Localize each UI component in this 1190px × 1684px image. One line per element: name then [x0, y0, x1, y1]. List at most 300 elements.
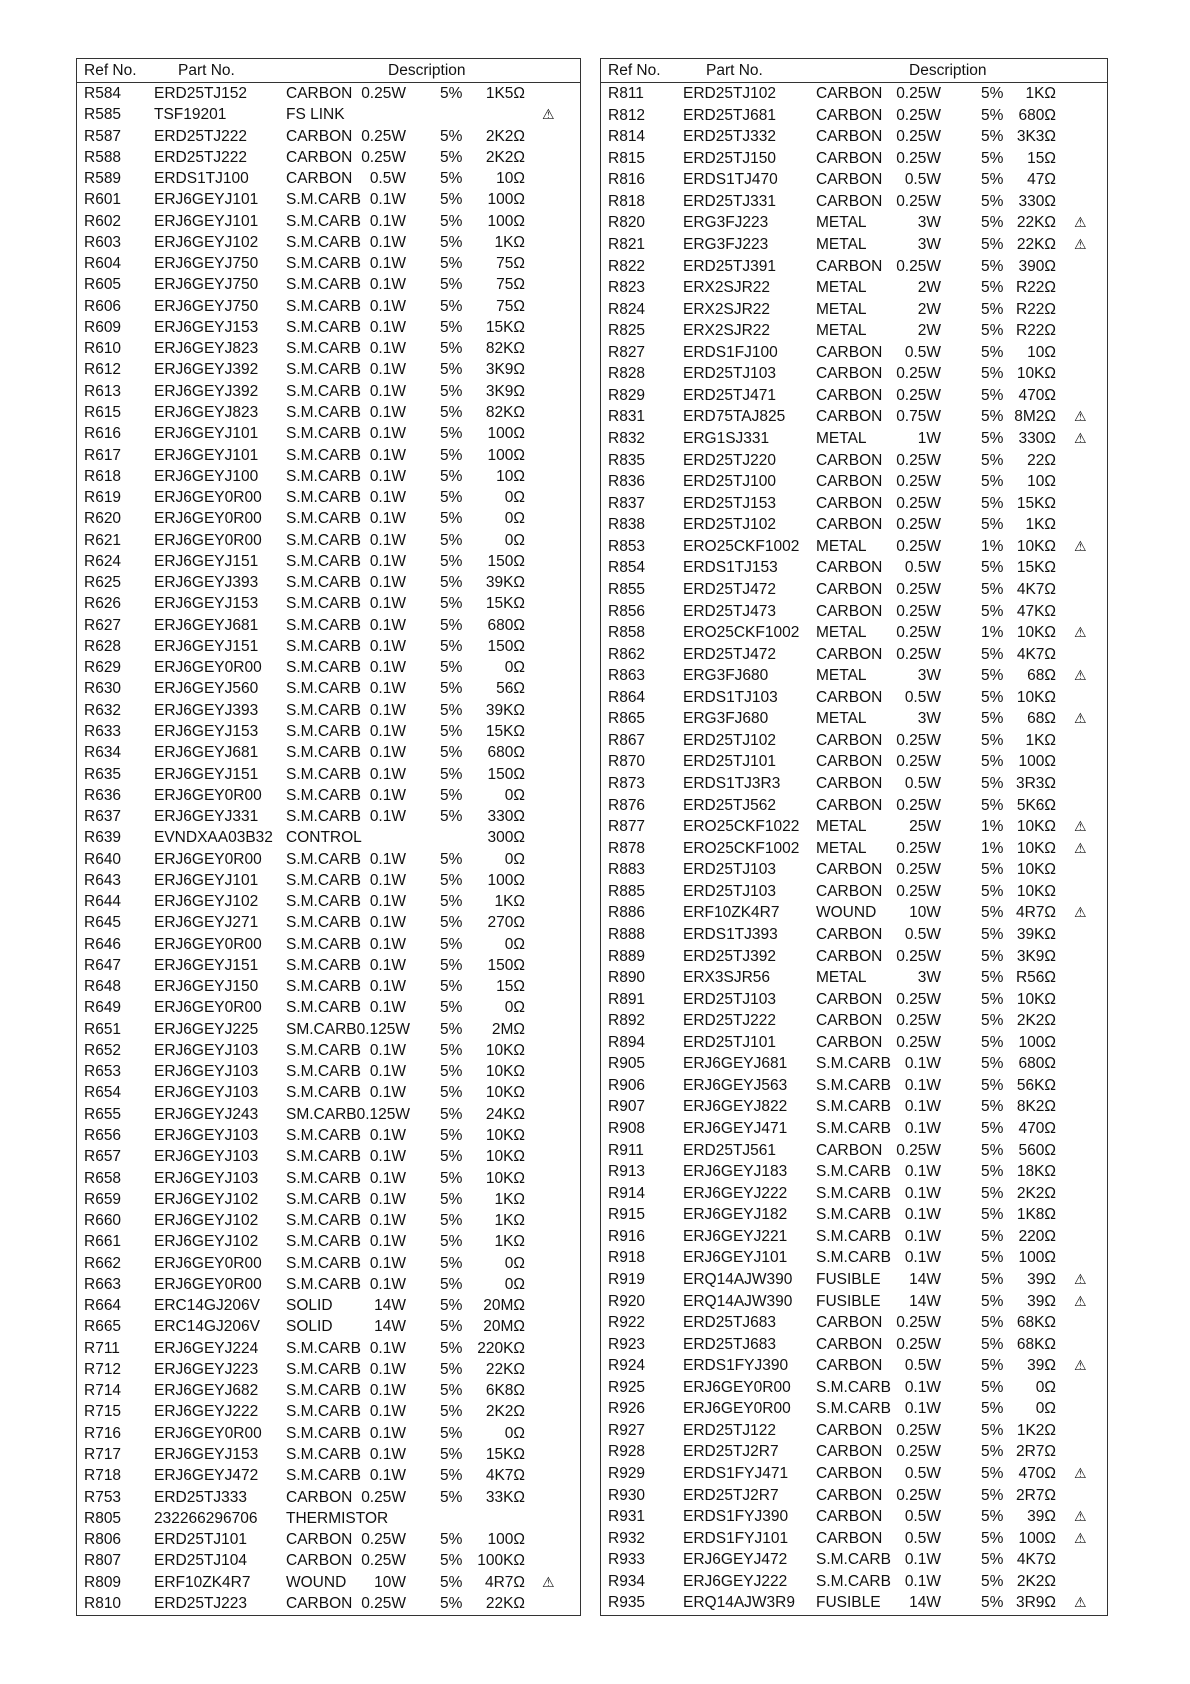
cell-tolerance: 5% — [440, 510, 463, 528]
cell-type: S.M.CARB — [286, 680, 361, 698]
cell-wattage: 0.25W — [896, 128, 941, 146]
cell-tolerance: 5% — [440, 1084, 463, 1102]
cell-tolerance: 5% — [440, 1360, 463, 1378]
cell-part-no: ERJ6GEYJ823 — [154, 340, 259, 358]
cell-ref: R654 — [84, 1084, 122, 1102]
cell-type: S.M.CARB — [816, 1076, 891, 1094]
cell-value: 100Ω — [487, 212, 525, 230]
cell-ref: R625 — [84, 574, 122, 592]
table-row — [601, 557, 1107, 579]
cell-tolerance: 5% — [440, 1041, 463, 1059]
cell-wattage: 0.25W — [896, 192, 941, 210]
cell-value: 39KΩ — [485, 574, 525, 592]
cell-part-no: ERD25TJ220 — [683, 451, 777, 469]
cell-part-no: ERJ6GEYJ100 — [154, 467, 259, 485]
cell-part-no: ERDS1TJ153 — [683, 559, 778, 577]
cell-wattage: 0.25W — [896, 1314, 941, 1332]
cell-wattage: 0.1W — [369, 382, 406, 400]
cell-value: 8K2Ω — [1016, 1098, 1056, 1116]
cell-tolerance: 5% — [981, 343, 1004, 361]
cell-type: S.M.CARB — [286, 1467, 361, 1485]
cell-part-no: ERJ6GEY0R00 — [154, 659, 262, 677]
cell-wattage: 0.1W — [369, 212, 406, 230]
safety-warning-icon: ⚠ — [1074, 1594, 1087, 1611]
cell-part-no: ERJ6GEYJ102 — [154, 1190, 259, 1208]
table-row — [77, 955, 580, 976]
cell-type: S.M.CARB — [286, 340, 361, 358]
cell-ref: R621 — [84, 531, 122, 549]
table-header — [601, 59, 1107, 83]
cell-tolerance: 5% — [981, 408, 1004, 426]
table-row — [77, 83, 580, 104]
cell-ref: R816 — [608, 171, 646, 189]
cell-wattage: 0.1W — [369, 1041, 406, 1059]
cell-part-no: ERJ6GEYJ560 — [154, 680, 259, 698]
cell-type: CARBON — [816, 386, 883, 404]
table-row — [601, 687, 1107, 709]
cell-tolerance: 5% — [440, 1467, 463, 1485]
cell-type: CARBON — [816, 731, 883, 749]
cell-ref: R753 — [84, 1488, 122, 1506]
cell-wattage: 0.25W — [896, 602, 941, 620]
cell-value: 10KΩ — [485, 1148, 525, 1166]
cell-type: S.M.CARB — [286, 956, 361, 974]
cell-wattage: 14W — [909, 1292, 941, 1310]
cell-wattage: 0.1W — [369, 361, 406, 379]
cell-value: 22KΩ — [1016, 235, 1056, 253]
cell-part-no: ERD25TJ102 — [683, 516, 777, 534]
cell-value: 100Ω — [1018, 1249, 1056, 1267]
table-row — [77, 1401, 580, 1422]
header-part: Part No. — [706, 62, 763, 79]
cell-value: 1KΩ — [494, 1190, 525, 1208]
cell-ref: R624 — [84, 552, 122, 570]
cell-ref: R870 — [608, 753, 646, 771]
cell-type: SM.CARB0.125W — [286, 1020, 411, 1038]
cell-wattage: 3W — [917, 667, 941, 685]
safety-warning-icon: ⚠ — [1074, 667, 1087, 684]
cell-tolerance: 5% — [440, 1531, 463, 1549]
table-row — [601, 234, 1107, 256]
cell-value: 10KΩ — [1016, 861, 1056, 879]
cell-wattage: 0.1W — [369, 340, 406, 358]
cell-ref: R664 — [84, 1297, 122, 1315]
cell-tolerance: 5% — [440, 637, 463, 655]
cell-value: 4R7Ω — [1015, 904, 1056, 922]
cell-tolerance: 5% — [440, 1148, 463, 1166]
cell-value: 2K2Ω — [485, 148, 525, 166]
cell-wattage: 0.1W — [369, 999, 406, 1017]
cell-value: 2R7Ω — [1015, 1443, 1056, 1461]
cell-ref: R648 — [84, 978, 122, 996]
cell-type: CARBON — [286, 1552, 353, 1570]
cell-type: CARBON — [816, 1314, 883, 1332]
cell-value: 10KΩ — [1016, 990, 1056, 1008]
cell-ref: R822 — [608, 257, 646, 275]
table-row — [601, 1506, 1107, 1528]
cell-wattage: 0.25W — [896, 257, 941, 275]
cell-tolerance: 5% — [440, 446, 463, 464]
safety-warning-icon: ⚠ — [1074, 1270, 1087, 1287]
cell-ref: R651 — [84, 1020, 122, 1038]
cell-value: 4K7Ω — [1016, 1551, 1056, 1569]
table-row — [77, 381, 580, 402]
table-row — [601, 277, 1107, 299]
table-row — [601, 1075, 1107, 1097]
safety-warning-icon: ⚠ — [1074, 624, 1087, 641]
cell-type: CARBON — [286, 1531, 353, 1549]
cell-part-no: ERD25TJ222 — [683, 1012, 777, 1030]
cell-tolerance: 5% — [981, 149, 1004, 167]
cell-part-no: ERJ6GEYJ243 — [154, 1105, 259, 1123]
cell-tolerance: 5% — [440, 467, 463, 485]
cell-value: 0Ω — [504, 1424, 525, 1442]
cell-type: S.M.CARB — [816, 1249, 891, 1267]
cell-wattage: 0.1W — [369, 808, 406, 826]
table-row — [77, 934, 580, 955]
cell-type: S.M.CARB — [816, 1120, 891, 1137]
cell-type: S.M.CARB — [286, 1275, 361, 1293]
cell-wattage: 2W — [917, 279, 941, 297]
cell-value: 33KΩ — [485, 1488, 525, 1506]
cell-tolerance: 5% — [440, 212, 463, 230]
table-row — [77, 211, 580, 232]
cell-part-no: ERDS1TJ100 — [154, 170, 249, 188]
cell-type: WOUND — [816, 904, 877, 922]
table-row — [77, 1253, 580, 1274]
cell-tolerance: 5% — [440, 1169, 463, 1187]
cell-part-no: ERJ6GEYJ750 — [154, 255, 259, 273]
cell-wattage: 0.25W — [361, 1594, 406, 1612]
table-row — [601, 1096, 1107, 1118]
cell-value: 22KΩ — [485, 1594, 525, 1612]
cell-value: 6K8Ω — [485, 1382, 525, 1400]
cell-part-no: ERJ6GEYJ153 — [154, 318, 259, 336]
cell-ref: R920 — [608, 1292, 646, 1310]
cell-part-no: ERD25TJ683 — [683, 1314, 777, 1332]
cell-type: CARBON — [286, 1488, 353, 1506]
cell-wattage: 0.1W — [369, 722, 406, 740]
cell-value: 15KΩ — [1016, 494, 1056, 512]
cell-ref: R821 — [608, 235, 646, 253]
cell-type: CARBON — [816, 688, 883, 706]
cell-value: 0Ω — [504, 999, 525, 1017]
cell-tolerance: 5% — [440, 1488, 463, 1506]
cell-part-no: ERJ6GEYJ151 — [154, 765, 259, 783]
cell-wattage: 0.75W — [896, 408, 941, 426]
cell-value: 22KΩ — [485, 1360, 525, 1378]
cell-tolerance: 5% — [440, 425, 463, 443]
cell-wattage: 0.1W — [369, 1212, 406, 1230]
cell-ref: R602 — [84, 212, 122, 230]
table-row — [601, 1485, 1107, 1507]
table-row — [601, 946, 1107, 968]
table-row — [601, 1592, 1107, 1614]
cell-type: S.M.CARB — [286, 1084, 361, 1102]
cell-type: CARBON — [816, 861, 883, 879]
cell-value: 3K9Ω — [1016, 947, 1056, 965]
cell-wattage: 0.1W — [369, 1446, 406, 1463]
table-row — [77, 1487, 580, 1508]
cell-part-no: ERJ6GEY0R00 — [154, 489, 262, 507]
cell-ref: R588 — [84, 148, 122, 166]
cell-value: 10KΩ — [1016, 688, 1056, 706]
cell-type: CARBON — [816, 1486, 883, 1504]
cell-value: 1KΩ — [1025, 85, 1056, 102]
cell-value: 1K8Ω — [1016, 1206, 1056, 1224]
cell-part-no: ERX2SJR22 — [683, 279, 771, 297]
cell-type: S.M.CARB — [286, 786, 361, 804]
table-row — [77, 827, 580, 848]
cell-value: 100Ω — [1018, 753, 1056, 771]
safety-warning-icon: ⚠ — [542, 1573, 555, 1590]
cell-ref: R601 — [84, 191, 122, 209]
cell-value: 680Ω — [487, 744, 525, 762]
cell-value: 39Ω — [1027, 1508, 1056, 1526]
cell-wattage: 0.25W — [361, 127, 406, 145]
table-row — [77, 1550, 580, 1571]
cell-wattage: 0.25W — [896, 839, 941, 857]
table-body — [77, 83, 580, 1614]
cell-part-no: ERJ6GEYJ101 — [154, 425, 259, 443]
cell-value: 10Ω — [496, 467, 525, 485]
table-row — [77, 636, 580, 657]
table-row — [77, 126, 580, 147]
cell-part-no: ERJ6GEYJ225 — [154, 1020, 259, 1038]
cell-type: S.M.CARB — [286, 255, 361, 273]
cell-wattage: 0.1W — [369, 233, 406, 251]
cell-ref: R715 — [84, 1403, 122, 1421]
cell-type: S.M.CARB — [286, 446, 361, 464]
cell-type: S.M.CARB — [816, 1551, 891, 1569]
cell-tolerance: 5% — [440, 1212, 463, 1230]
cell-tolerance: 5% — [981, 1400, 1004, 1418]
cell-part-no: ERX2SJR22 — [683, 322, 771, 340]
cell-type: METAL — [816, 624, 867, 642]
cell-wattage: 0.1W — [369, 1403, 406, 1421]
cell-ref: R922 — [608, 1314, 646, 1332]
cell-wattage: 0.1W — [904, 1206, 941, 1224]
safety-warning-icon: ⚠ — [1074, 1292, 1087, 1309]
table-row — [601, 967, 1107, 989]
cell-ref: R836 — [608, 473, 646, 491]
cell-wattage: 0.1W — [369, 1254, 406, 1272]
cell-value: 82KΩ — [485, 340, 525, 358]
cell-part-no: ERDS1TJ393 — [683, 925, 778, 943]
cell-ref: R930 — [608, 1486, 646, 1504]
safety-warning-icon: ⚠ — [1074, 710, 1087, 727]
table-row — [601, 773, 1107, 795]
cell-ref: R649 — [84, 999, 122, 1017]
cell-ref: R717 — [84, 1446, 122, 1463]
cell-tolerance: 5% — [440, 701, 463, 719]
cell-type: S.M.CARB — [816, 1400, 891, 1418]
table-row — [77, 189, 580, 210]
table-row — [77, 785, 580, 806]
cell-ref: R894 — [608, 1033, 646, 1051]
cell-tolerance: 5% — [981, 1270, 1004, 1288]
cell-ref: R711 — [84, 1339, 120, 1357]
cell-tolerance: 5% — [440, 978, 463, 996]
cell-ref: R633 — [84, 722, 122, 740]
cell-part-no: ERF10ZK4R7 — [154, 1573, 251, 1591]
table-row — [601, 1549, 1107, 1571]
cell-type: S.M.CARB — [286, 999, 361, 1017]
cell-part-no: ERJ6GEY0R00 — [154, 510, 262, 528]
cell-part-no: ERD25TJ101 — [154, 1531, 248, 1549]
cell-ref: R619 — [84, 489, 122, 507]
cell-ref: R918 — [608, 1249, 646, 1267]
cell-ref: R865 — [608, 710, 646, 728]
cell-value: 1K5Ω — [485, 85, 525, 102]
cell-wattage: 0.1W — [369, 446, 406, 464]
cell-type: METAL — [816, 710, 867, 728]
cell-ref: R643 — [84, 871, 122, 889]
cell-value: 15KΩ — [1016, 559, 1056, 577]
table-row — [601, 1398, 1107, 1420]
cell-ref: R587 — [84, 127, 122, 145]
cell-value: 15KΩ — [485, 722, 525, 740]
table-row — [601, 1334, 1107, 1356]
cell-value: 10KΩ — [1016, 365, 1056, 383]
cell-type: METAL — [816, 537, 867, 555]
cell-value: 1KΩ — [1025, 516, 1056, 534]
cell-value: 10KΩ — [485, 1084, 525, 1102]
cell-part-no: ERJ6GEY0R00 — [154, 531, 262, 549]
cell-tolerance: 5% — [440, 403, 463, 421]
cell-tolerance: 5% — [981, 1120, 1004, 1137]
cell-value: 0Ω — [1035, 1400, 1056, 1418]
cell-wattage: 0.1W — [369, 1339, 406, 1357]
cell-wattage: 0.1W — [369, 701, 406, 719]
cell-ref: R823 — [608, 279, 646, 297]
cell-wattage: 0.25W — [896, 1443, 941, 1461]
parts-table-right — [600, 58, 1108, 1616]
cell-wattage: 0.5W — [904, 559, 941, 577]
cell-value: 10Ω — [496, 170, 525, 188]
cell-tolerance: 5% — [981, 580, 1004, 598]
cell-tolerance: 5% — [440, 1063, 463, 1081]
cell-type: S.M.CARB — [816, 1098, 891, 1116]
cell-type: FUSIBLE — [816, 1270, 881, 1288]
cell-wattage: 0.1W — [904, 1227, 941, 1245]
table-row — [77, 764, 580, 785]
cell-part-no: ERJ6GEYJ682 — [154, 1382, 259, 1400]
header-part: Part No. — [178, 62, 235, 79]
cell-ref: R656 — [84, 1127, 122, 1145]
cell-part-no: ERJ6GEYJ750 — [154, 276, 259, 294]
cell-value: 330Ω — [1018, 192, 1056, 210]
table-row — [77, 338, 580, 359]
cell-tolerance: 5% — [440, 361, 463, 379]
cell-wattage: 0.25W — [896, 149, 941, 167]
cell-part-no: ERD25TJ392 — [683, 947, 777, 965]
cell-value: 68KΩ — [1016, 1314, 1056, 1332]
cell-wattage: 10W — [374, 1573, 406, 1591]
cell-type: CARBON — [816, 128, 883, 146]
table-row — [601, 363, 1107, 385]
cell-tolerance: 5% — [981, 969, 1004, 987]
table-row — [77, 806, 580, 827]
table-row — [601, 1161, 1107, 1183]
cell-tolerance: 5% — [440, 1382, 463, 1400]
cell-tolerance: 5% — [440, 616, 463, 634]
cell-ref: R932 — [608, 1529, 646, 1547]
cell-ref: R908 — [608, 1120, 646, 1137]
cell-wattage: 0.5W — [904, 775, 941, 792]
cell-value: 10KΩ — [485, 1063, 525, 1081]
table-row — [77, 1338, 580, 1359]
cell-type: CARBON — [816, 1357, 883, 1375]
table-row — [601, 622, 1107, 644]
cell-ref: R612 — [84, 361, 122, 379]
cell-type: S.M.CARB — [286, 276, 361, 294]
cell-tolerance: 5% — [981, 1249, 1004, 1267]
cell-tolerance: 5% — [981, 753, 1004, 771]
cell-part-no: ERD25TJ562 — [683, 796, 777, 814]
cell-tolerance: 5% — [440, 170, 463, 188]
cell-wattage: 0.25W — [896, 1141, 941, 1159]
cell-part-no: ERJ6GEYJ151 — [154, 552, 259, 570]
safety-warning-icon: ⚠ — [1074, 537, 1087, 554]
cell-type: S.M.CARB — [286, 425, 361, 443]
cell-ref: R653 — [84, 1063, 122, 1081]
cell-type: CARBON — [816, 1443, 883, 1461]
cell-part-no: ERD25TJ152 — [154, 85, 248, 102]
table-row — [77, 721, 580, 742]
cell-tolerance: 5% — [981, 279, 1004, 297]
header-description: Description — [909, 62, 987, 79]
cell-tolerance: 1% — [981, 818, 1004, 836]
cell-tolerance: 5% — [981, 904, 1004, 922]
cell-value: 330Ω — [1018, 430, 1056, 447]
cell-wattage: 0.1W — [369, 297, 406, 315]
cell-ref: R661 — [84, 1233, 122, 1251]
table-row — [601, 385, 1107, 407]
cell-part-no: ERJ6GEY0R00 — [154, 1275, 262, 1293]
cell-type: S.M.CARB — [286, 297, 361, 315]
table-row — [77, 1274, 580, 1295]
cell-part-no: ERD25TJ101 — [683, 753, 777, 771]
cell-type: CARBON — [816, 580, 883, 598]
cell-tolerance: 5% — [440, 1318, 463, 1336]
cell-value: 150Ω — [487, 765, 525, 783]
cell-wattage: 0.1W — [904, 1076, 941, 1094]
safety-warning-icon: ⚠ — [1074, 1529, 1087, 1546]
cell-type: SOLID — [286, 1297, 333, 1315]
cell-type: S.M.CARB — [286, 1360, 361, 1378]
cell-part-no: ERJ6GEY0R00 — [154, 1424, 262, 1442]
cell-part-no: ERJ6GEYJ101 — [154, 871, 259, 889]
cell-type: THERMISTOR — [286, 1509, 389, 1527]
cell-tolerance: 5% — [981, 257, 1004, 275]
cell-value: 10KΩ — [1016, 839, 1056, 857]
cell-part-no: ERD25TJ153 — [683, 494, 777, 512]
cell-wattage: 0.25W — [896, 1033, 941, 1051]
cell-ref: R926 — [608, 1400, 646, 1418]
cell-wattage: 0.25W — [896, 947, 941, 965]
cell-type: METAL — [816, 430, 867, 447]
cell-tolerance: 5% — [981, 214, 1004, 232]
table-row — [601, 299, 1107, 321]
cell-tolerance: 5% — [981, 1378, 1004, 1396]
table-row — [77, 1508, 580, 1529]
table-row — [601, 493, 1107, 515]
table-row — [77, 445, 580, 466]
cell-ref: R934 — [608, 1572, 646, 1590]
table-row — [601, 924, 1107, 946]
table-row — [601, 1420, 1107, 1442]
